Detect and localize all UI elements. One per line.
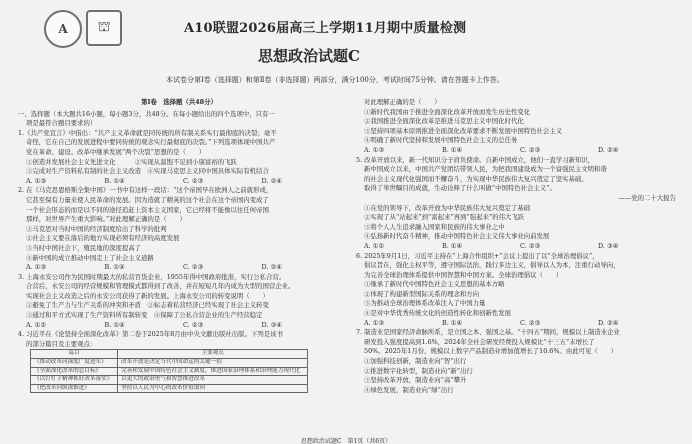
question-line: 3. 上海永安公司作为民国时期最大的私营百货企业，1955年得中国政府批准，实行公私合营。: [18, 272, 286, 281]
statement-line: ④明确了新时代坚持和发展中国特色社会主义的总任务: [364, 136, 518, 145]
statement-line: ③坚持改革开放，制造业向“高”攀升: [364, 376, 467, 385]
statement-line: ③通过和平方式实现了生产资料所有制转变 ④保障了公私合营企业的生产经营稳定: [26, 311, 263, 320]
question-line: 新中国成立以来，中国共产党团结带领人民，为把我国建设成为一个富强民主文明和谐: [364, 165, 607, 174]
statement-line: ②社会主义要在落后的地方实现必须有经济的高度发展: [26, 234, 180, 243]
table-cell: 完善和发展中国特色社会主义制度，推进国家治理体系和治理能力现代化: [118, 367, 308, 376]
question-line: 合营后，永安公司的经营规模和管理模式都得到了改善，并在短短几年内成为大型的国营企业。: [26, 282, 295, 291]
reference-table: [30, 349, 308, 393]
question-line: 6. 2025年9月1日，习近平主持在“上海合作组织+”会议上提出了以“全球治理倡议”，: [356, 251, 599, 260]
table-row: [31, 359, 308, 368]
table-cell: 《把改革向纵深推进》: [31, 384, 118, 393]
question-line: 为完善全球治理体系提供中国智慧和中国方案。全球治理倡议（ ）: [364, 270, 563, 279]
question-4: [18, 330, 340, 393]
question-line: 它甚至保有力量来使人民革命的发展。因为造就了精英的这个社会在这个帝国内变成了: [26, 195, 269, 204]
option-c: C. ②③: [183, 320, 204, 329]
page-footer: 思想政治试题C 第1页（共6页）: [300, 438, 392, 444]
option-a: A. ①③: [364, 318, 385, 327]
answer-options: [18, 263, 340, 273]
question-7: [356, 328, 676, 395]
statement-line: ④绿色发展，制造业向“绿”出行: [364, 385, 454, 394]
question-5: [356, 156, 676, 252]
answer-options: [18, 177, 340, 187]
question-3: [18, 273, 340, 331]
option-c: C. ②③: [183, 263, 204, 272]
question-line: 对此理解正确的是（ ）: [364, 98, 441, 106]
option-d: D. ②④: [598, 145, 619, 154]
option-c: C. ②③: [520, 241, 541, 250]
statement-line: ④是对中华优秀传统文化的创造性转化和创新性发展: [364, 309, 511, 318]
question-line: 实现社会主义改造之后的永安公司获得了新的发展。上海永安公司的转变说明（ ）: [26, 291, 269, 300]
question-line: 2. 在《马克思恩格斯全集中国》一书中有这样一段话：“这个帝国早在欧洲人之前就形成，: [18, 186, 273, 195]
table-cell: 《全面深化改革的总目标》: [31, 367, 118, 376]
option-a: A. ①③: [26, 263, 47, 272]
statement-line: ①在党的领导下，改革开放为中华民族伟大复兴奠定了基础: [364, 203, 531, 212]
statement-line: ①避免了生产力与生产关系的冲突和矛盾 ②标志着私营经济已经实现了社会主义转变: [26, 301, 269, 310]
table-cell: 《以钉钉子精神抓好改革落实》: [31, 376, 118, 385]
option-d: D. ③④: [261, 320, 282, 329]
question-line: 7. 制造业是国家经济命脉所系，是立国之本、强国之基。“十四五”期间，规模以上制造业企业: [356, 328, 620, 337]
statement-line: ④弘扬新时代奋斗精神，推动中国特色社会主义伟大事业向前发展: [364, 232, 550, 241]
table-row: [31, 384, 308, 393]
instruction-line: 一、选择题（本大题共16小题，每小题3分，共48分。在每小题给出的四个选项中，只有一: [18, 109, 275, 118]
table-row: [31, 367, 308, 376]
question-line: 那样，对世界产生重大影响。”对此理解正确的是（ ）: [26, 215, 186, 224]
school-logo-icon: A: [44, 10, 82, 48]
option-c: C. ②③: [520, 145, 541, 154]
option-c: C. ②③: [183, 176, 204, 185]
exam-title: A10联盟2026届高三上学期11月期中质量检测: [184, 21, 467, 36]
option-a: A. ①③: [26, 176, 47, 185]
option-b: B. ①④: [104, 263, 125, 272]
option-d: D. ②④: [598, 318, 619, 327]
statement-line: ②我国推进全面深化改革是推进马克思主义中国化时代化: [364, 117, 524, 126]
question-line: 50%。2025年1月份，规模以上数字产品制造业增加值增长了10.6%。由此可见（ ）: [364, 347, 617, 356]
statement-line: ②推进数字化转型，制造业向“新”出行: [364, 366, 473, 375]
left-column: [18, 98, 340, 393]
table-header: 主要观点: [118, 350, 308, 359]
option-d: D. ③④: [598, 241, 619, 250]
question-1: [18, 129, 340, 187]
statement-line: ③当时中国社会下，殖民地的深度提高了: [26, 243, 142, 252]
question-line: 1.《共产党宣言》中指出：“共产主义革命就是同传统的所有制关系实行最彻底的决裂；毫不: [18, 128, 277, 137]
statement-line: ④新中国的成立推动中国走上了社会主义道路: [26, 253, 154, 262]
answer-options: [356, 242, 676, 252]
statement-line: ②体现了构建新型国际关系的理念和方向: [364, 289, 480, 298]
question-line: 一个社会形态的而是以不同的途径追赶上资本主义国家，它已经将不能像以往任何帝国: [26, 205, 269, 214]
question-6: [356, 252, 676, 329]
option-b: B. ①④: [442, 241, 463, 250]
statement-line: ①继承了新时代中国特色社会主义思想的基本方略: [364, 280, 505, 289]
answer-options: [356, 319, 676, 329]
option-b: B. ①④: [442, 318, 463, 327]
statement-line: ①创造并发展社会主义先进文化 ②实现从温饱不足到小康富裕的飞跃: [26, 157, 237, 166]
right-column: [356, 98, 676, 395]
question-line: 研发投入强度提高到1.6%，2024年全社会研发经费投入规模比“十三五”末增长了: [364, 337, 595, 346]
question-line: 倡议旨在，强化主权平等，遵守国际法治，践行多边主义，倡导以人为本，注重行动导向，: [364, 261, 620, 270]
statement-line: ①马克思对当时中国的经济制度给出了科学的批判: [26, 224, 167, 233]
question-line: 党在革命、建设、改革中继承发展“两个决裂”思想的是（ ）: [26, 147, 206, 156]
question-line: 5. 改革开放以来，新一代知识分子肩负使命。自新中国成立，他们一直学习新知识，: [356, 155, 595, 164]
table-row: [31, 376, 308, 385]
statement-line: ③完成对生产资料私有制的社会主义改造 ④实现马克思主义同中国具体实际有机结合: [26, 167, 269, 176]
table-cell: 《推动改革向深度广度进军》: [31, 359, 118, 368]
question-line: 4. 习近平在《论坚持全面深化改革》第二卷于2025年8月由中央文献出版社出版。下列是该书: [18, 330, 283, 339]
question-line: 的部分篇目及主要观点：: [26, 339, 97, 348]
option-d: D. ②④: [261, 176, 282, 185]
quote-source: ——党的二十大报告: [618, 193, 676, 202]
subject-title: 思想政治试题C: [258, 47, 360, 65]
option-a: A. ①②: [364, 241, 385, 250]
section-heading: 第Ⅰ卷 选择题（共48分）: [141, 98, 217, 106]
table-cell: 坚持以人民为中心的改革价值取向: [118, 384, 308, 393]
answer-options: [356, 146, 676, 156]
statement-line: ③为推动全球治理体系改革注入了中国力量: [364, 299, 486, 308]
exam-notice: 本试卷分第Ⅰ卷（选择题）和第Ⅱ卷（非选择题）两部分，满分100分，考试时间75分钟。请在答题卡上作答。: [166, 76, 504, 84]
option-b: B. ①④: [442, 145, 463, 154]
instruction-line: 项是最符合题目要求的）: [26, 119, 97, 128]
table-cell: 以更大的政治勇气和智慧推进改革: [118, 376, 308, 385]
answer-options: [18, 321, 340, 331]
option-b: B. ①④: [104, 320, 125, 329]
table-header: 篇目: [31, 350, 118, 359]
option-c: C. ②③: [520, 318, 541, 327]
question-line: 取得了举世瞩目的成就，生动诠释了什么叫做“中国特色社会主义”。: [364, 184, 556, 193]
option-a: A. ①②: [26, 320, 47, 329]
question-line: 的社会主义现代化强国而不懈奋斗，为实现中华民族伟大复兴奠定了坚实基础。: [364, 174, 588, 183]
question-2: [18, 186, 340, 272]
question-line: 奇怪，它在自己的发展进程中要同传统的观念实行最彻底的决裂。”下列选项体现中国共产: [26, 138, 276, 147]
statement-line: ①加强科技创新，制造业向“智”出行: [364, 357, 467, 366]
statement-line: ③坚持四项基本原则推进全面深化改革要求不断发展中国特色社会主义: [364, 126, 563, 135]
statement-line: ①新时代我国由于推进全面深化改革开放而发生历史性变化: [364, 107, 531, 116]
table-cell: 改革开放是决定当代中国命运的关键一招: [118, 359, 308, 368]
option-d: D. ②④: [261, 263, 282, 272]
statement-line: ③将个人人生追求融入国家和民族的伟大事业之中: [364, 222, 505, 231]
option-b: B. ①④: [104, 176, 125, 185]
option-a: A. ①③: [364, 145, 385, 154]
statement-line: ②实现了从“站起来”到“富起来”再到“强起来”的伟大飞跃: [364, 213, 525, 222]
school-emblem-icon: ⛫: [86, 10, 122, 46]
